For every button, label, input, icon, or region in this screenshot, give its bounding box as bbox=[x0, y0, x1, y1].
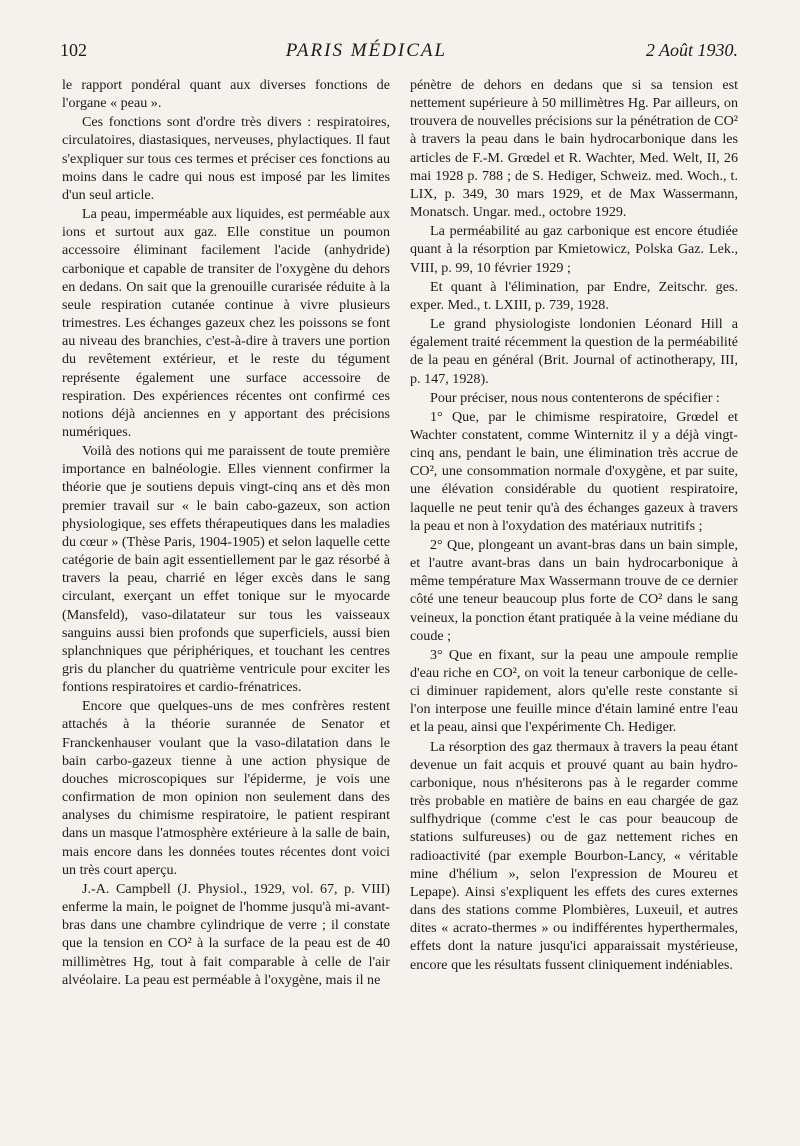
paragraph: le rapport pondéral quant aux diverses fonctions de l'organe « peau ». bbox=[62, 77, 390, 112]
page-number: 102 bbox=[60, 40, 87, 60]
paragraph: Voilà des notions qui me paraissent de toute première importance en balnéologie. Elles viennent confirmer la théorie que je soutiens depuis vingt-cinq ans et dès mon premier travail sur « le bain cabo-gazeux, son action physiologique, ses effets thérapeutiques dans les maladies du cœur » (Thèse Paris, 1904-1905) et selon laquelle cette catégorie de bain agit essentiellement par le gaz résorbé à travers la peau, charrié en léger excès dans le sang circulant, exerçant un effet tonique sur le myocarde (Mansfeld), vaso-dilatateur sur tous les vaisseaux sanguins aussi bien profonds que superficiels, aussi bien splanchniques que périphériques, et touchant les centres gris du plancher du quatrième ventricule pour exciter les fontions respiratoires et cardio-frénatrices. bbox=[62, 443, 390, 696]
paragraph: pénètre de dehors en dedans que si sa tension est nettement supérieure à 50 millimètres Hg. Par ailleurs, on trouvera de nouvelles précisions sur la pénétration de CO² à travers la peau dans le bain hydrocarbonique dans les articles de F.-M. Grœdel et R. Wachter, Med. Welt, II, 26 mai 1928 p. 788 ; de S. Hediger, Schweiz. med. Woch., t. LIX, p. 349, 30 mars 1929, et de Max Wassermann, Monatsch. Ungar. med., octobre 1929. bbox=[410, 77, 738, 221]
paragraph: Pour préciser, nous nous contenterons de spécifier : bbox=[430, 389, 720, 406]
paragraph: 1° Que, par le chimisme respiratoire, Grœdel et Wachter constatent, comme Winternitz il y a déjà vingt-cinq ans, pendant le bain, une élimination très accrue de CO², une consommation normale d'oxygène, et par suite, une élévation considérable du quotient respiratoire, laquelle ne peut tenir qu'à des échanges gazeux à travers la peau et non à l'oxydation des matériaux nutritifs ; bbox=[410, 408, 738, 534]
paragraph: Le grand physiologiste londonien Léonard Hill a également traité récemment la question de la perméabilité de la peau en général (Brit. Journal of actinotherapy, III, p. 147, 1928). bbox=[410, 316, 738, 387]
paragraph: La résorption des gaz thermaux à travers la peau étant devenue un fait acquis et prouvé quant au bain hydro-carbonique, nous n'hésiterons pas à le regarder comme très probable en matière de bains en eau chargée de gaz sulfhydrique (comme c'est le cas pour beaucoup de stations sulfureuses) ou de gaz nettement riches en radioactivité (par exemple Bourbon-Lancy, « véritable mine d'hélium », selon l'expression de Moureu et Lepape). Ainsi s'expliquent les effets des cures externes dans des stations comme Plombières, Luxeuil, et autres dites « acrato-thermes » ou indifférentes hyperthermales, effets dont la nature jusqu'ici apparaissait mystérieuse, encore que les résultats fussent cliniquement indéniables. bbox=[410, 738, 738, 973]
paragraph: J.-A. Campbell (J. Physiol., 1929, vol. 67, p. VIII) enferme la main, le poignet de l'homme jusqu'à mi-avant-bras dans une chambre cylindrique de verre ; il constate que la tension en CO² à la surface de la peau est de 40 millimètres Hg, tout à fait comparable à celle de l'air alvéolaire. La peau est perméable à l'oxygène, mais il ne bbox=[62, 880, 390, 988]
left-column bbox=[62, 76, 390, 989]
journal-title: PARIS MÉDICAL bbox=[285, 40, 448, 61]
paragraph: 3° Que en fixant, sur la peau une ampoule remplie d'eau riche en CO², on voit la teneur carbonique de celle-ci diminuer rapidement, alors qu'elle reste constante si l'on interpose une feuille mince d'étain laminé entre l'eau et la peau, ainsi que l'expérimente Ch. Hediger. bbox=[410, 646, 738, 736]
issue-date: 2 Août 1930. bbox=[645, 40, 738, 60]
paragraph: Et quant à l'élimination, par Endre, Zeitschr. ges. exper. Med., t. LXIII, p. 739, 1928. bbox=[410, 278, 738, 313]
paragraph: La perméabilité au gaz carbonique est encore étudiée quant à la résorption par Kmietowicz, Polska Gaz. Lek., VIII, p. 99, 10 février 1929 ; bbox=[410, 223, 738, 276]
paragraph: 2° Que, plongeant un avant-bras dans un bain simple, et l'autre avant-bras dans un bain hydrocarbonique à même température Max Wassermann trouve de ce dernier côté une teneur beaucoup plus forte de CO² dans le sang veineux, la ponction étant pratiquée à la veine médiane du coude ; bbox=[410, 536, 738, 644]
running-header bbox=[60, 40, 738, 72]
paragraph: Ces fonctions sont d'ordre très divers : respiratoires, circulatoires, diastasiques, nerveuses, phylactiques. Il faut s'expliquer sur tous ces termes et préciser ces fonctions au moins dans le cadre qui nous est imposé par les limites d'un seul article. bbox=[62, 114, 390, 203]
paragraph: Encore que quelques-uns de mes confrères restent attachés à la théorie surannée de Senator et Franckenhauser voulant que la vaso-dilatation dans le bain carbo-gazeux tienne à une action physique de douches microscopiques sur l'épiderme, je vois une confirmation de mon opinion non seulement dans des analyses du chimisme respiratoire, le patient respirant dans un masque l'atmosphère extérieure à la salle de bain, mais encore dans les données toutes récentes dont voici un très court aperçu. bbox=[62, 698, 390, 878]
right-column bbox=[410, 76, 738, 974]
paragraph: La peau, imperméable aux liquides, est perméable aux ions et surtout aux gaz. Elle constitue un poumon accessoire éliminant facilement l'acide (anhydride) carbonique et capable de transiter de l'oxygène du dehors en dedans. On sait que la grenouille curarisée réduite à la seule respiration cutanée continue à vivre plusieurs trimestres. Les échanges gazeux chez les poissons se font au niveau des branchies, c'est-à-dire à travers une portion du revêtement extérieur, et le reste du tégument représente également une surface accessoire de respiration. Des expériences récentes ont confirmé ces notions déjà anciennes en y apportant des précisions numériques. bbox=[62, 206, 390, 440]
